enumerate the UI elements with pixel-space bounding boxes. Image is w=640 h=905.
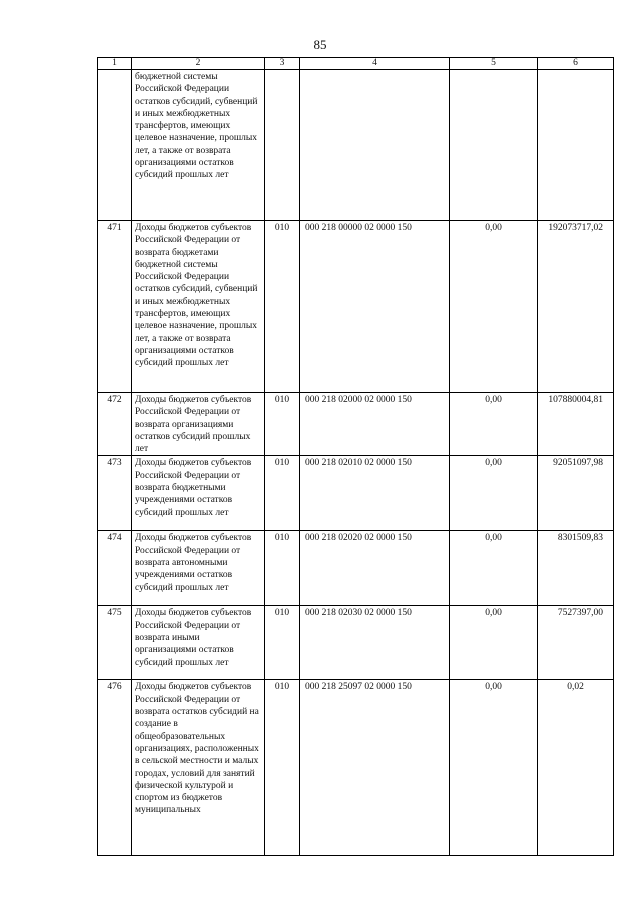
row-kbk: 000 218 25097 02 0000 150: [300, 680, 450, 856]
table-row: [98, 221, 614, 393]
row-name: Доходы бюджетов субъектов Российской Федерации от возврата остатков субсидий на создание в общеобразовательных организациях, расположенных в сельской местности и малых городах, условий для занятий физической культурой и спортом из бюджетов муниципальных: [132, 680, 265, 856]
row-col5: 0,00: [450, 606, 538, 680]
row-number: 475: [98, 606, 132, 680]
row-col5: [450, 70, 538, 221]
row-code: 010: [265, 680, 300, 856]
row-code: [265, 70, 300, 221]
table-row: [98, 70, 614, 221]
row-col5: 0,00: [450, 393, 538, 456]
table-header: [98, 58, 614, 70]
row-number: 474: [98, 531, 132, 606]
page-number: 85: [313, 37, 327, 52]
row-name: Доходы бюджетов субъектов Российской Федерации от возврата организациями остатков субсидий прошлых лет: [132, 393, 265, 456]
header-col-1: 1: [98, 58, 132, 70]
table-row: [98, 606, 614, 680]
row-code: 010: [265, 393, 300, 456]
row-col6: 8301509,83: [538, 531, 614, 606]
row-number: [98, 70, 132, 221]
table-row: [98, 456, 614, 531]
row-number: 476: [98, 680, 132, 856]
row-code: 010: [265, 531, 300, 606]
row-col6: [538, 70, 614, 221]
row-kbk: 000 218 02020 02 0000 150: [300, 531, 450, 606]
budget-income-table: [97, 57, 614, 856]
table-row: [98, 680, 614, 856]
row-col6: 92051097,98: [538, 456, 614, 531]
row-col5: 0,00: [450, 680, 538, 856]
row-number: 471: [98, 221, 132, 393]
row-kbk: 000 218 00000 02 0000 150: [300, 221, 450, 393]
row-kbk: 000 218 02010 02 0000 150: [300, 456, 450, 531]
row-name: Доходы бюджетов субъектов Российской Федерации от возврата иными организациями остатков субсидий прошлых лет: [132, 606, 265, 680]
row-col6: 192073717,02: [538, 221, 614, 393]
table-row: [98, 393, 614, 456]
row-name: Доходы бюджетов субъектов Российской Федерации от возврата бюджетными учреждениями остатков субсидий прошлых лет: [132, 456, 265, 531]
row-col6: 0,02: [538, 680, 614, 856]
row-name: Доходы бюджетов субъектов Российской Федерации от возврата автономными учреждениями остатков субсидий прошлых лет: [132, 531, 265, 606]
row-number: 473: [98, 456, 132, 531]
row-kbk: 000 218 02000 02 0000 150: [300, 393, 450, 456]
row-col6: 7527397,00: [538, 606, 614, 680]
header-col-6: 6: [538, 58, 614, 70]
row-col5: 0,00: [450, 531, 538, 606]
row-col5: 0,00: [450, 221, 538, 393]
header-col-2: 2: [132, 58, 265, 70]
row-code: 010: [265, 456, 300, 531]
row-col6: 107880004,81: [538, 393, 614, 456]
row-number: 472: [98, 393, 132, 456]
row-name: бюджетной системы Российской Федерации остатков субсидий, субвенций и иных межбюджетных трансфертов, имеющих целевое назначение, прошлых лет, а также от возврата организациями остатков субсидий прошлых лет: [132, 70, 265, 221]
row-kbk: [300, 70, 450, 221]
header-col-3: 3: [265, 58, 300, 70]
row-code: 010: [265, 606, 300, 680]
table-row: [98, 531, 614, 606]
row-col5: 0,00: [450, 456, 538, 531]
header-col-5: 5: [450, 58, 538, 70]
row-code: 010: [265, 221, 300, 393]
header-col-4: 4: [300, 58, 450, 70]
table-body: [98, 70, 614, 856]
row-kbk: 000 218 02030 02 0000 150: [300, 606, 450, 680]
row-name: Доходы бюджетов субъектов Российской Федерации от возврата бюджетами бюджетной системы Российской Федерации остатков субсидий, субвенций и иных межбюджетных трансфертов, имеющих целевое назначение, прошлых лет, а также от возврата организациями остатков субсидий прошлых лет: [132, 221, 265, 393]
header-row: [98, 58, 614, 70]
